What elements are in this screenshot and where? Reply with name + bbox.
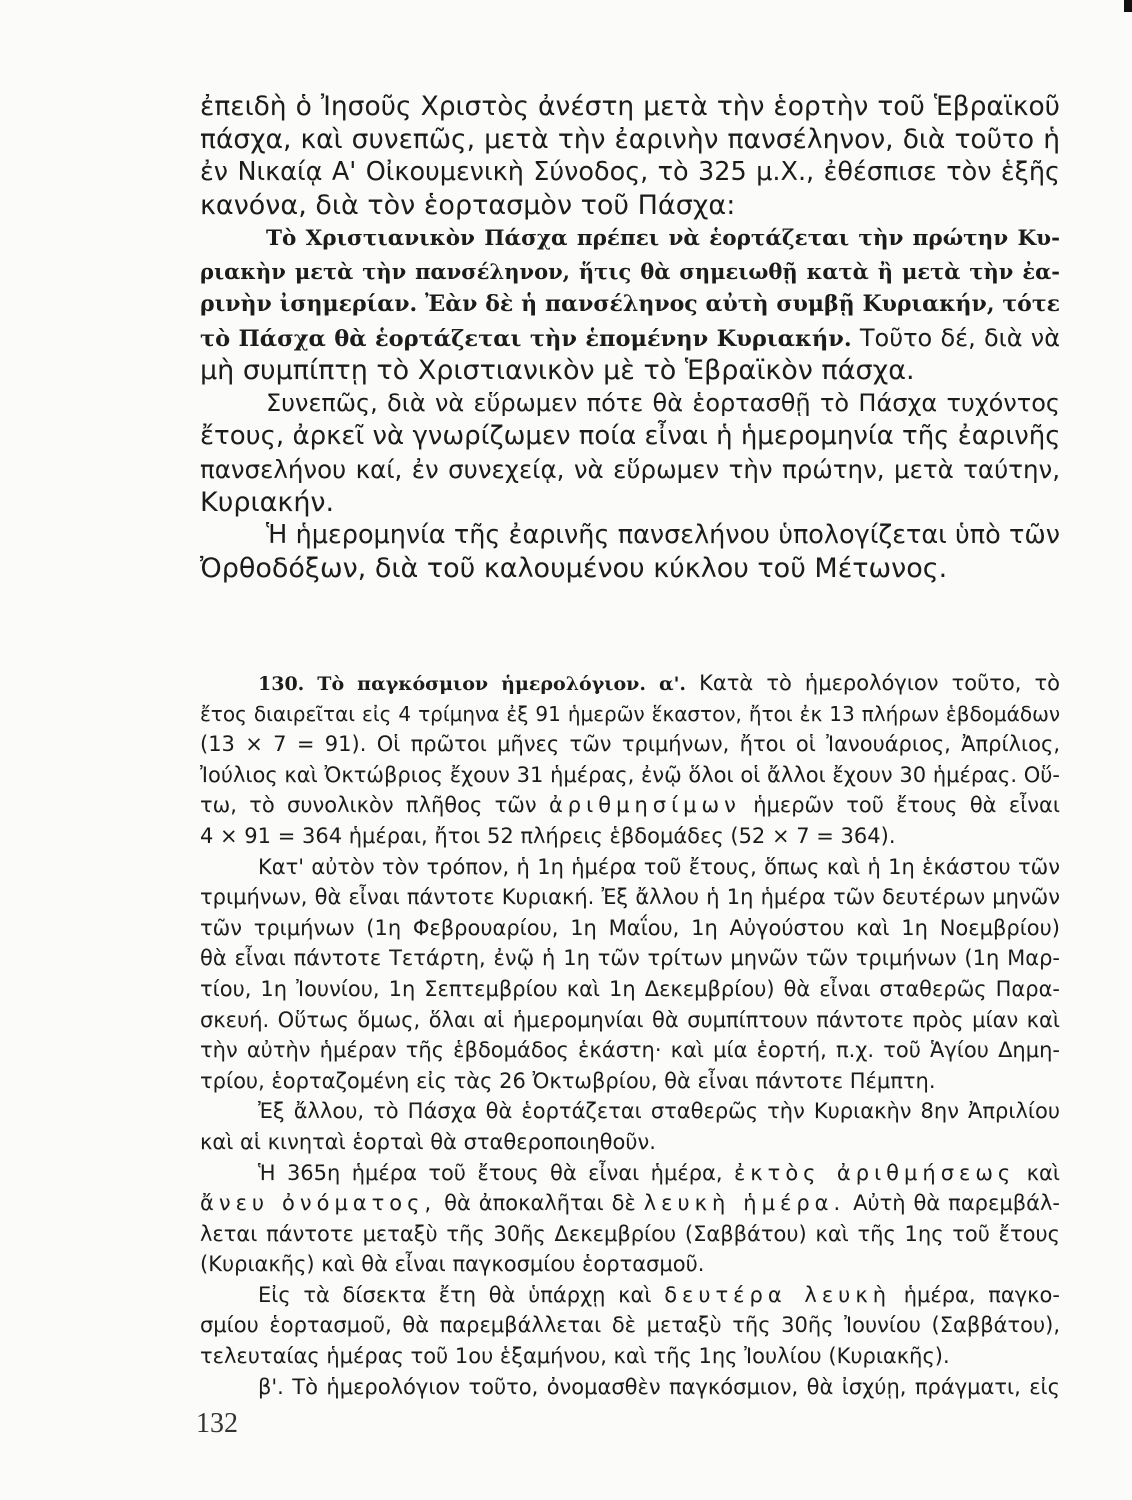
text-line: (Κυριακῆς) καὶ θὰ εἶναι παγκοσμίου ἑορτασμοῦ. (200, 1252, 705, 1277)
rule-line: ριακὴν μετὰ τὴν πανσέληνον, ἥτις θὰ σημειωθῇ κατὰ ἢ μετὰ τὴν ἐα- (200, 259, 1060, 284)
text-line: Ὀρθοδόξων, διὰ τοῦ καλουμένου κύκλου τοῦ Μέτωνος. (200, 553, 948, 584)
text-line: Κυριακήν. (200, 487, 335, 518)
text-span: θὰ ἀποκαλῆται δὲ (444, 1191, 636, 1216)
text-line: Κατ' αὐτὸν τὸν τρόπον, ἡ 1η ἡμέρα τοῦ ἔτους, ὅπως καὶ ἡ 1η ἑκάστου τῶν (258, 854, 1060, 879)
page-number: 132 (196, 1408, 238, 1439)
text-line: ἔτους, ἀρκεῖ νὰ γνωρίζωμεν ποία εἶναι ἡ ἡμερομηνία τῆς ἐαρινῆς (200, 421, 1061, 451)
text-line-spaced (200, 1158, 1060, 1189)
text-line: ἔτος διαιρεῖται εἰς 4 τρίμηνα ἐξ 91 ἡμερῶν ἕκαστον, ἤτοι ἐκ 13 πλήρων ἑβδομάδων (200, 701, 1060, 726)
text-line: πάσχα, καὶ συνεπῶς, μετὰ τὴν ἐαρινὴν πανσέληνον, διὰ τοῦτο ἡ (200, 124, 1060, 155)
text-line: τριμήνων, θὰ εἶναι πάντοτε Κυριακή. Ἐξ ἄλλου ἡ 1η ἡμέρα τῶν δευτέρων μηνῶν (200, 885, 1060, 910)
text-line: θὰ εἶναι πάντοτε Τετάρτη, ἐνῷ ἡ 1η τῶν τρίτων μηνῶν τῶν τριμήνων (1η Μαρ- (200, 946, 1060, 971)
spaced-word: ἄνευ ὀνόματος, (200, 1191, 437, 1216)
text-line: ἐπειδὴ ὁ Ἰησοῦς Χριστὸς ἀνέστη μετὰ τὴν ἑορτὴν τοῦ Ἑβραϊκοῦ (200, 91, 1060, 122)
spaced-word: δευτέρα λευκὴ (664, 1282, 892, 1307)
spaced-word: ἐκτὸς ἀριθμήσεως (733, 1160, 1016, 1185)
text-line: τὴν αὐτὴν ἡμέραν τῆς ἑβδομάδος ἑκάστη· καὶ μία ἑορτή, π.χ. τοῦ Ἁγίου Δημη- (200, 1038, 1060, 1063)
text-span: καὶ (1026, 1160, 1060, 1185)
rule-line: ρινὴν ἰσημερίαν. Ἐὰν δὲ ἡ πανσέληνος αὐτὴ συμβῇ Κυριακήν, τότε (200, 291, 1060, 317)
text-span: ἡμερῶν τοῦ ἔτους θὰ εἶναι (753, 793, 1060, 818)
text-line: Ἰούλιος καὶ Ὀκτώβριος ἔχουν 31 ἡμέρας, ἐνῷ ὅλοι οἱ ἄλλοι ἔχουν 30 ἡμέρας. Οὕ- (200, 762, 1060, 787)
text-line: τίου, 1η Ἰουνίου, 1η Σεπτεμβρίου καὶ 1η Δεκεμβρίου) θὰ εἶναι σταθερῶς Παρα- (200, 976, 1060, 1001)
text-line: (13 × 7 = 91). Οἱ πρῶτοι μῆνες τῶν τριμήνων, ἤτοι οἱ Ἰανουάριος, Ἀπρίλιος, (200, 732, 1060, 757)
text-line: τρίου, ἑορταζομένη εἰς τὰς 26 Ὀκτωβρίου, θὰ εἶναι πάντοτε Πέμπτη. (200, 1068, 936, 1093)
text-line: Συνεπῶς, διὰ νὰ εὕρωμεν πότε θὰ ἑορτασθῇ τὸ Πάσχα τυχόντος (266, 389, 1060, 417)
text-span: Εἰς τὰ δίσεκτα ἔτη θὰ ὑπάρχῃ καὶ (258, 1282, 652, 1307)
rule-normal-text: Τοῦτο δέ, διὰ νὰ (851, 324, 1061, 352)
rule-line-mixed (200, 321, 1060, 354)
text-line-spaced (200, 1280, 1060, 1311)
text-span: Ἡ 365η ἡμέρα τοῦ ἔτους θὰ εἶναι ἡμέρα, (258, 1160, 723, 1185)
section-heading: 130. Τὸ παγκόσμιον ἡμερολόγιον. α'. (258, 673, 687, 695)
text-line: σμίου ἑορτασμοῦ, θὰ παρεμβάλλεται δὲ μεταξὺ τῆς 30ῆς Ἰουνίου (Σαββάτου), (200, 1313, 1060, 1338)
text-line: ἐν Νικαίᾳ Α' Οἰκουμενικὴ Σύνοδος, τὸ 325 μ.Χ., ἐθέσπισε τὸν ἑξῆς (200, 157, 1060, 187)
section-130 (200, 668, 1060, 1402)
upper-text-block (200, 90, 1060, 585)
text-span: Αὐτὴ θὰ παρεμβάλ- (853, 1191, 1060, 1216)
text-line: Ἡ ἡμερομηνία τῆς ἐαρινῆς πανσελήνου ὑπολογίζεται ὑπὸ τῶν (266, 520, 1060, 550)
text-line-spaced (200, 1188, 1060, 1219)
text-line: τελευταίας ἡμέρας τοῦ 1ου ἑξαμήνου, καὶ τῆς 1ης Ἰουλίου (Κυριακῆς). (200, 1344, 950, 1369)
rule-bold-text: τὸ Πάσχα θὰ ἑορτάζεται τὴν ἑπομένην Κυριακήν. (200, 326, 852, 352)
text-line: κανόνα, διὰ τὸν ἑορτασμὸν τοῦ Πάσχα: (200, 190, 736, 221)
rule-line: Τὸ Χριστιανικὸν Πάσχα πρέπει νὰ ἑορτάζεται τὴν πρώτην Κυ- (266, 226, 1060, 251)
text-line: πανσελήνου καί, ἐν συνεχείᾳ, νὰ εὕρωμεν τὴν πρώτην, μετὰ ταύτην, (200, 455, 1060, 484)
spaced-word: ἀριθμησίμων (548, 793, 741, 818)
text-span: ἡμέρα, παγκο- (903, 1282, 1060, 1307)
text-line: β'. Τὸ ἡμερολόγιον τοῦτο, ὀνομασθὲν παγκόσμιον, θὰ ἰσχύῃ, πράγματι, εἰς (258, 1374, 1060, 1399)
spaced-word: λευκὴ ἡμέρα. (643, 1191, 846, 1216)
section-heading-rest: Κατὰ τὸ ἡμερολόγιον τοῦτο, τὸ (686, 671, 1060, 695)
text-line: καὶ αἱ κινηταὶ ἑορταὶ θὰ σταθεροποιηθοῦν. (200, 1129, 656, 1154)
text-line: λεται πάντοτε μεταξὺ τῆς 30ῆς Δεκεμβρίου (Σαββάτου) καὶ τῆς 1ης τοῦ ἔτους (200, 1221, 1060, 1246)
text-span: τω, τὸ συνολικὸν πλῆθος τῶν (200, 793, 537, 818)
text-line-spaced (200, 790, 1060, 821)
text-line: τῶν τριμήνων (1η Φεβρουαρίου, 1η Μαΐου, 1η Αὐγούστου καὶ 1η Νοεμβρίου) (200, 915, 1060, 940)
text-line: 4 × 91 = 364 ἡμέραι, ἤτοι 52 πλήρεις ἑβδομάδες (52 × 7 = 364). (200, 823, 896, 848)
text-line: Ἐξ ἄλλου, τὸ Πάσχα θὰ ἑορτάζεται σταθερῶς τὴν Κυριακὴν 8ην Ἀπριλίου (258, 1099, 1060, 1124)
section-heading-line (200, 668, 1060, 699)
text-line: μὴ συμπίπτῃ τὸ Χριστιανικὸν μὲ τὸ Ἑβραϊκὸν πάσχα. (200, 355, 915, 386)
text-line: σκευή. Οὕτως ὅμως, ὅλαι αἱ ἡμερομηνίαι θὰ συμπίπτουν πάντοτε πρὸς μίαν καὶ (200, 1007, 1060, 1032)
